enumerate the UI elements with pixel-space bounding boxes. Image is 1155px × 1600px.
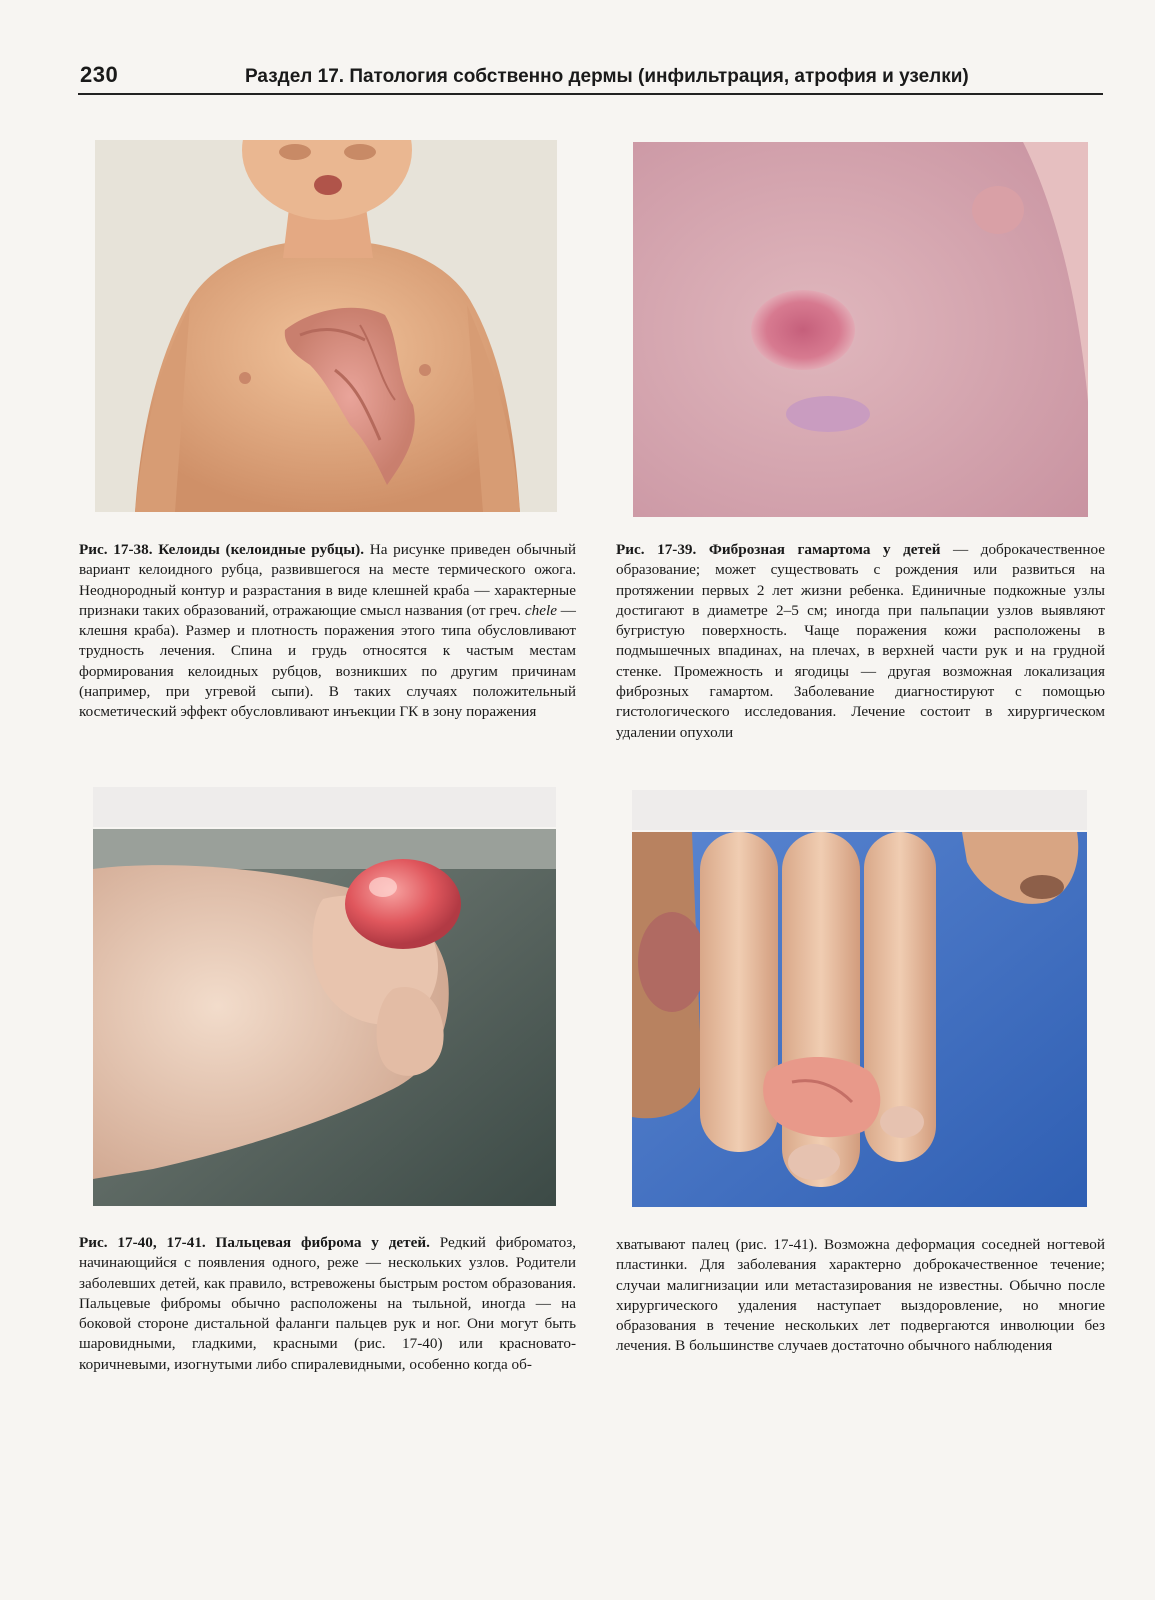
caption-fig-17-39	[616, 540, 1105, 743]
caption-fig-17-40-41	[79, 1233, 576, 1375]
caption-text: — доброкачественное образование; может существовать с рождения или развиться на протяжении первых 2 лет жизни ребенка. Единичные подкожные узлы достигают в диаметре 2–5 см; иногда при пальпации узлов выявляют бугристую поверхность. Чаще поражения кожи расположены в подмышечных впадинах, на плечах, в верхней части рук и на грудной стенке. Промежность и ягодицы — другая возможная локализация фиброзных гамартом. Заболевание диагностируют с помощью гистологического исследования. Лечение состоит в хирургическом удалении опухоли	[616, 541, 1105, 741]
caption-text: — клешня краба). Размер и плотность поражения этого типа обусловливают трудность лечения. Спина и грудь относятся к частым местам формирования келоидных рубцов, возникших по другим причинам (например, при угревой сыпи). В таких случаях положительный косметический эффект обусловливают инъекции ГК в зону поражения	[79, 601, 576, 721]
caption-lead: Рис. 17-40, 17-41. Пальцевая фиброма у детей.	[79, 1234, 430, 1251]
fibrous-hamartoma-photo	[633, 142, 1088, 517]
header-rule	[78, 93, 1103, 95]
show-through-band	[632, 790, 1087, 830]
caption-continuation	[616, 1235, 1105, 1357]
running-head: Раздел 17. Патология собственно дермы (инфильтрация, атрофия и узелки)	[245, 66, 969, 87]
keloid-chest-photo	[95, 140, 557, 512]
caption-text: Редкий фиброматоз, начинающийся с появления одного, реже — нескольких узлов. Родители заболевших детей, как правило, встревожены быстрым ростом образования. Пальцевые фибромы обычно расположены на тыльной, иногда — на боковой стороне дистальной фаланги пальцев рук и ног. Они могут быть шаровидными, гладкими, красными (рис. 17-40) или красновато-коричневыми, изогнутыми либо спиралевидными, особенно когда об-	[79, 1234, 576, 1373]
caption-text: хватывают палец (рис. 17-41). Возможна деформация соседней ногтевой пластинки. Для заболевания характерно доброкачественное течение; случаи малигнизации или метастазирования не известны. Обычно после хирургического удаления наступает выздоровление, но многие образования в течение нескольких лет подвергаются инволюции без лечения. В большинстве случаев достаточно обычного наблюдения	[616, 1236, 1105, 1355]
show-through-band	[93, 787, 556, 827]
caption-text: На рисунке приведен обычный вариант келоидного рубца, развившегося на месте термического ожога. Неоднородный контур и разрастания в виде клешней краба — характерные признаки таких образований, отражающие смысл названия (от греч.	[79, 541, 577, 619]
caption-fig-17-38	[79, 540, 576, 723]
caption-latin-term: chele	[524, 601, 557, 619]
digital-fibroma-toe-photo	[93, 829, 556, 1206]
caption-lead: Рис. 17-39. Фиброзная гамартома у детей	[616, 541, 941, 558]
digital-fibroma-fingers-photo	[632, 832, 1087, 1207]
page-number: 230	[80, 62, 119, 87]
caption-lead: Рис. 17-38. Келоиды (келоидные рубцы).	[79, 541, 365, 558]
